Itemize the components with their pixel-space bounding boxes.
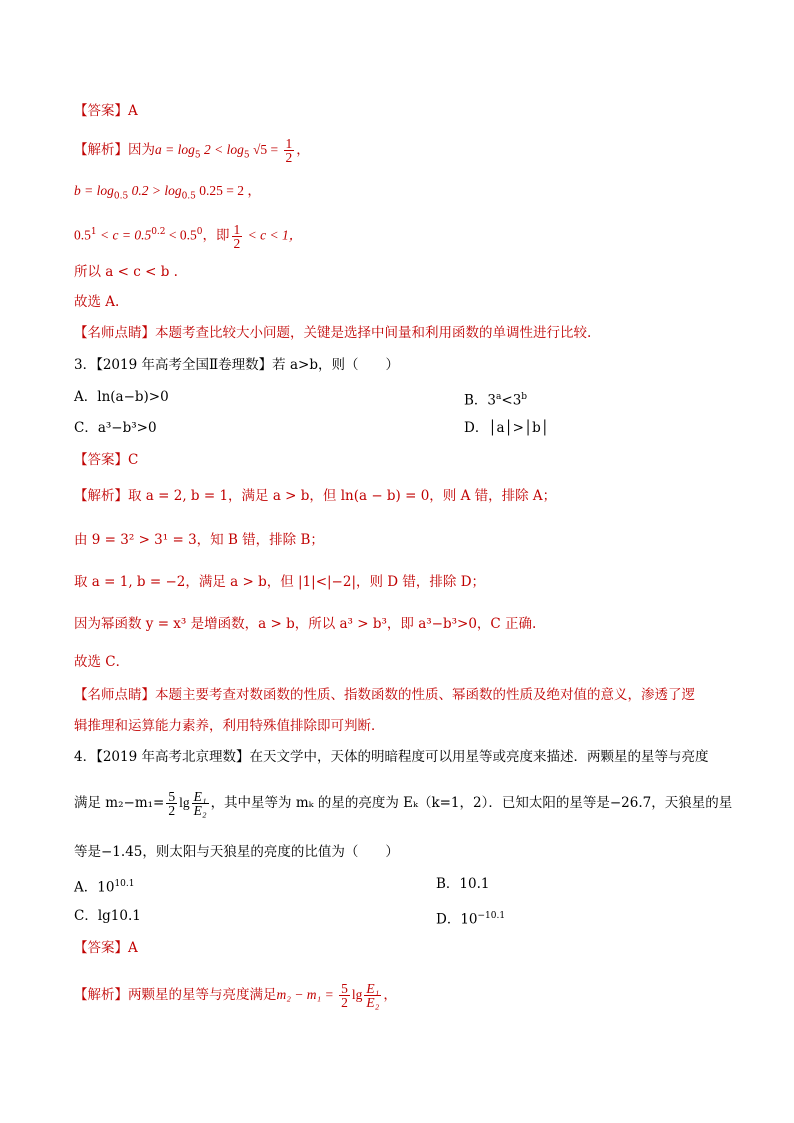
- q3-analysis-line-3: 取 a = 1, b = −2，满足 a > b，但 |1|<|−2|，则 D 错，排除 D；: [74, 574, 486, 590]
- q2-analysis-line-2: [74, 181, 261, 207]
- text: B．3: [464, 392, 497, 409]
- denominator: 2: [233, 235, 241, 251]
- text: ，: [296, 142, 310, 158]
- math: lg: [179, 795, 190, 810]
- numerator: E₁: [366, 981, 380, 996]
- numerator: 1: [233, 221, 241, 237]
- fraction: [166, 790, 177, 817]
- q3-analysis-line-1: [74, 486, 556, 506]
- tip-tag: 【名师点睛】: [74, 687, 155, 703]
- q3-option-b: [464, 387, 527, 411]
- q3-analysis-line-4: 因为幂函数 y = x³ 是增函数，a > b，所以 a³ > b³，即 a³−b³>0，C 正确.: [74, 616, 537, 632]
- math: < c = 0.5: [96, 227, 152, 243]
- math-sub: 0.5: [181, 191, 196, 202]
- fraction: [232, 223, 243, 250]
- math-sup: 1: [90, 227, 97, 237]
- q4-answer-line: [74, 938, 138, 958]
- math: < 0.5: [165, 227, 197, 243]
- math: 2 < log: [200, 142, 244, 157]
- q4-stem-2: [74, 790, 732, 817]
- q4-stem-1: 4．【2019 年高考北京理数】在天文学中，天体的明暗程度可以用星等或亮度来描述．两颗星的星等与亮度: [74, 749, 709, 765]
- numerator: 1: [285, 136, 293, 151]
- answer-tag: 【答案】: [74, 940, 128, 956]
- q4-option-a: [74, 874, 134, 898]
- math-sup: 0.2: [151, 227, 166, 237]
- math: b = log: [74, 183, 114, 198]
- analysis-tag: 【解析】: [74, 987, 128, 1003]
- q4-option-c: C．lg10.1: [74, 908, 141, 924]
- math-sup: −10.1: [477, 911, 506, 921]
- tip-text: 本题主要考查对数函数的性质、指数函数的性质、幂函数的性质及绝对值的意义，渗透了逻: [155, 687, 695, 703]
- fraction: [339, 982, 350, 1009]
- denominator: 2: [285, 150, 293, 165]
- q2-analysis-line-1: [74, 137, 310, 166]
- q3-analysis-line-2: 由 9 = 3² > 3¹ = 3，知 B 错，排除 B；: [74, 532, 324, 548]
- text: <3: [501, 392, 522, 409]
- math: 0.5: [74, 227, 91, 243]
- answer-tag: 【答案】: [74, 103, 128, 119]
- math-sup: 10.1: [114, 879, 135, 889]
- q2-analysis-line-4: 所以 a < c < b .: [74, 264, 178, 280]
- math: 0.2 > log: [128, 183, 182, 198]
- text: A．10: [74, 879, 115, 896]
- text: D．10: [436, 911, 478, 928]
- math: 0.25 = 2 ，: [195, 183, 261, 198]
- q2-tip-line: [74, 323, 591, 343]
- answer-value: C: [128, 452, 139, 468]
- text: 两颗星的星等与亮度满足: [128, 987, 277, 1003]
- tip-text: 本题考查比较大小问题，关键是选择中间量和利用函数的单调性进行比较.: [155, 325, 592, 341]
- math-sub: 5: [194, 150, 201, 161]
- numerator: E₁: [193, 789, 207, 804]
- denominator: E₂: [193, 803, 207, 818]
- q3-option-c: C．a³−b³>0: [74, 420, 157, 436]
- q4-option-b: B．10.1: [436, 876, 490, 892]
- text: 满足 m₂−m₁=: [74, 795, 165, 811]
- q2-analysis-line-5: 故选 A.: [74, 294, 120, 310]
- text: ，即: [202, 227, 230, 244]
- numerator: 5: [341, 981, 348, 996]
- math-sub: 0.5: [113, 191, 129, 202]
- math: < c < 1，: [244, 227, 303, 243]
- fraction: [192, 790, 209, 817]
- q4-option-d: [436, 906, 505, 930]
- q3-answer-line: [74, 450, 138, 470]
- math: √5 =: [249, 142, 282, 157]
- math-sup: a: [496, 392, 502, 402]
- denominator: 2: [168, 803, 176, 818]
- q3-tip-line-1: [74, 685, 695, 705]
- q3-analysis-line-5: 故选 C．: [74, 654, 130, 670]
- q4-analysis-line-1: [74, 982, 397, 1009]
- q3-stem: 3．【2019 年高考全国Ⅱ卷理数】若 a>b，则（ ）: [74, 357, 399, 373]
- math-sup: b: [521, 392, 528, 402]
- text: ，: [383, 987, 397, 1003]
- q3-option-a: A．ln(a−b)>0: [74, 389, 169, 405]
- math-sup: 0: [196, 227, 203, 237]
- q2-analysis-line-3: [74, 222, 302, 250]
- answer-tag: 【答案】: [74, 452, 128, 468]
- math: m₂ − m₁ =: [276, 987, 338, 1002]
- text: ，其中星等为 mₖ 的星的亮度为 Eₖ（k=1，2）．已知太阳的星等是−26.7，天狼星的星: [210, 795, 733, 811]
- q4-stem-3: 等是−1.45，则太阳与天狼星的亮度的比值为（ ）: [74, 844, 399, 860]
- math: lg: [351, 987, 363, 1002]
- q3-tip-line-2: 辑推理和运算能力素养，利用特殊值排除即可判断．: [74, 718, 385, 734]
- q2-answer-line: [74, 101, 138, 121]
- denominator: 2: [341, 995, 348, 1010]
- answer-value: A: [128, 103, 138, 119]
- fraction: [364, 982, 381, 1009]
- analysis-tag: 【解析】: [74, 142, 128, 158]
- fraction: [284, 137, 295, 164]
- math: a = log: [155, 142, 195, 157]
- text: 因为: [128, 142, 155, 158]
- q3-option-d: D．│a│>│b│: [464, 420, 549, 436]
- numerator: 5: [168, 789, 176, 804]
- tip-tag: 【名师点睛】: [74, 325, 155, 341]
- answer-value: A: [128, 940, 138, 956]
- denominator: E₂: [366, 995, 380, 1010]
- analysis-tag: 【解析】: [74, 488, 128, 504]
- math-sub: 5: [243, 150, 250, 161]
- text: 取 a = 2, b = 1，满足 a > b，但 ln(a − b) = 0，则 A 错，排除 A；: [128, 488, 557, 504]
